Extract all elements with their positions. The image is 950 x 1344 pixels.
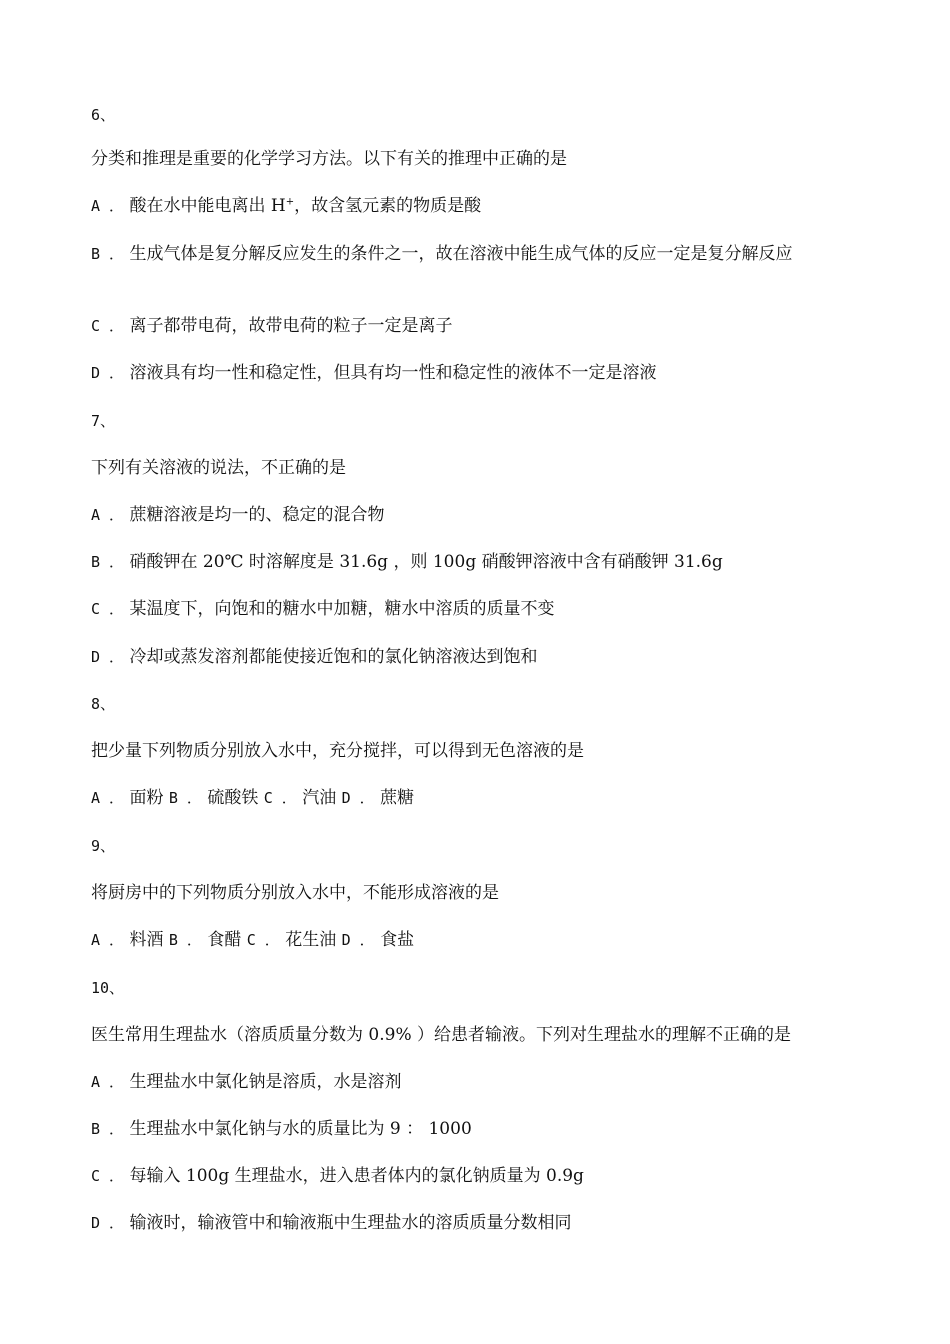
option-letter: B ． <box>168 789 202 807</box>
option-b <box>91 242 866 266</box>
option-text: 花生油 <box>285 930 337 950</box>
option-text: 食醋 <box>207 930 242 950</box>
option-letter: B ． <box>91 553 125 571</box>
option-letter: A ． <box>91 789 125 807</box>
option-text: 生理盐水中氯化钠是溶质，水是溶剂 <box>129 1072 402 1092</box>
question-number: 8、 <box>91 695 116 713</box>
option-text: 料酒 <box>129 930 164 950</box>
option-letter: C ． <box>246 931 280 949</box>
superscript-charge: + <box>285 196 295 208</box>
option-text: 硫酸铁 <box>207 788 259 808</box>
option-letter: C ． <box>91 1167 125 1185</box>
option-c <box>91 314 881 338</box>
option-c <box>91 1164 881 1188</box>
option-d <box>91 645 881 669</box>
option-text: 某温度下，向饱和的糖水中加糖，糖水中溶质的质量不变 <box>129 599 555 619</box>
question-stem: 医生常用生理盐水（溶质质量分数为 0.9% ）给患者输液。下列对生理盐水的理解不正确的是 <box>91 1025 791 1045</box>
option-c <box>91 597 881 621</box>
option-letter: A ． <box>91 506 125 524</box>
question-stem: 将厨房中的下列物质分别放入水中，不能形成溶液的是 <box>91 883 499 903</box>
option-text: 蔗糖 <box>380 788 415 808</box>
option-text: 溶液具有均一性和稳定性，但具有均一性和稳定性的液体不一定是溶液 <box>129 363 657 383</box>
option-a <box>91 503 881 527</box>
option-b <box>91 1117 881 1141</box>
option-letter: D ． <box>91 1214 125 1232</box>
option-text: 生理盐水中氯化钠与水的质量比为 9 ： 1000 <box>129 1119 472 1139</box>
option-letter: A ． <box>91 931 125 949</box>
option-text-tail: ，故含氢元素的物质是酸 <box>294 196 482 216</box>
option-letter: B ． <box>168 931 202 949</box>
option-text: 汽油 <box>302 788 337 808</box>
option-text: 每输入 100g 生理盐水，进入患者体内的氯化钠质量为 0.9g <box>129 1166 584 1186</box>
question-stem: 把少量下列物质分别放入水中，充分搅拌，可以得到无色溶液的是 <box>91 741 584 761</box>
question-stem: 分类和推理是重要的化学学习方法。以下有关的推理中正确的是 <box>91 149 567 169</box>
option-letter: B ． <box>91 1120 125 1138</box>
option-letter: D ． <box>91 648 125 666</box>
question-number: 7、 <box>91 412 116 430</box>
question-number: 10、 <box>91 979 125 997</box>
option-text: 硝酸钾在 20℃ 时溶解度是 31.6g ，则 100g 硝酸钾溶液中含有硝酸钾 31.6g <box>129 552 723 572</box>
option-letter: A ． <box>91 197 125 215</box>
option-letter: C ． <box>263 789 297 807</box>
inline-options <box>91 786 881 810</box>
option-letter: C ． <box>91 317 125 335</box>
option-a <box>91 194 881 218</box>
option-text: 输液时，输液管中和输液瓶中生理盐水的溶质质量分数相同 <box>129 1213 572 1233</box>
option-b <box>91 550 881 574</box>
option-letter: D ． <box>341 931 375 949</box>
option-text: 食盐 <box>380 930 415 950</box>
option-letter: C ． <box>91 600 125 618</box>
option-letter: D ． <box>91 364 125 382</box>
question-number: 9、 <box>91 837 116 855</box>
option-text: 蔗糖溶液是均一的、稳定的混合物 <box>129 505 385 525</box>
option-text: 酸在水中能电离出 H <box>129 196 286 216</box>
option-text: 离子都带电荷，故带电荷的粒子一定是离子 <box>129 316 453 336</box>
option-text: 面粉 <box>129 788 164 808</box>
option-letter: D ． <box>341 789 375 807</box>
option-text: 冷却或蒸发溶剂都能使接近饱和的氯化钠溶液达到饱和 <box>129 647 538 667</box>
option-text: 生成气体是复分解反应发生的条件之一，故在溶液中能生成气体的反应一定是复分解反应 <box>129 244 793 264</box>
option-letter: B ． <box>91 245 125 263</box>
option-a <box>91 1070 881 1094</box>
option-d <box>91 361 881 385</box>
question-number: 6、 <box>91 106 116 124</box>
question-stem: 下列有关溶液的说法，不正确的是 <box>91 458 346 478</box>
option-letter: A ． <box>91 1073 125 1091</box>
option-d <box>91 1211 881 1235</box>
inline-options <box>91 928 881 952</box>
